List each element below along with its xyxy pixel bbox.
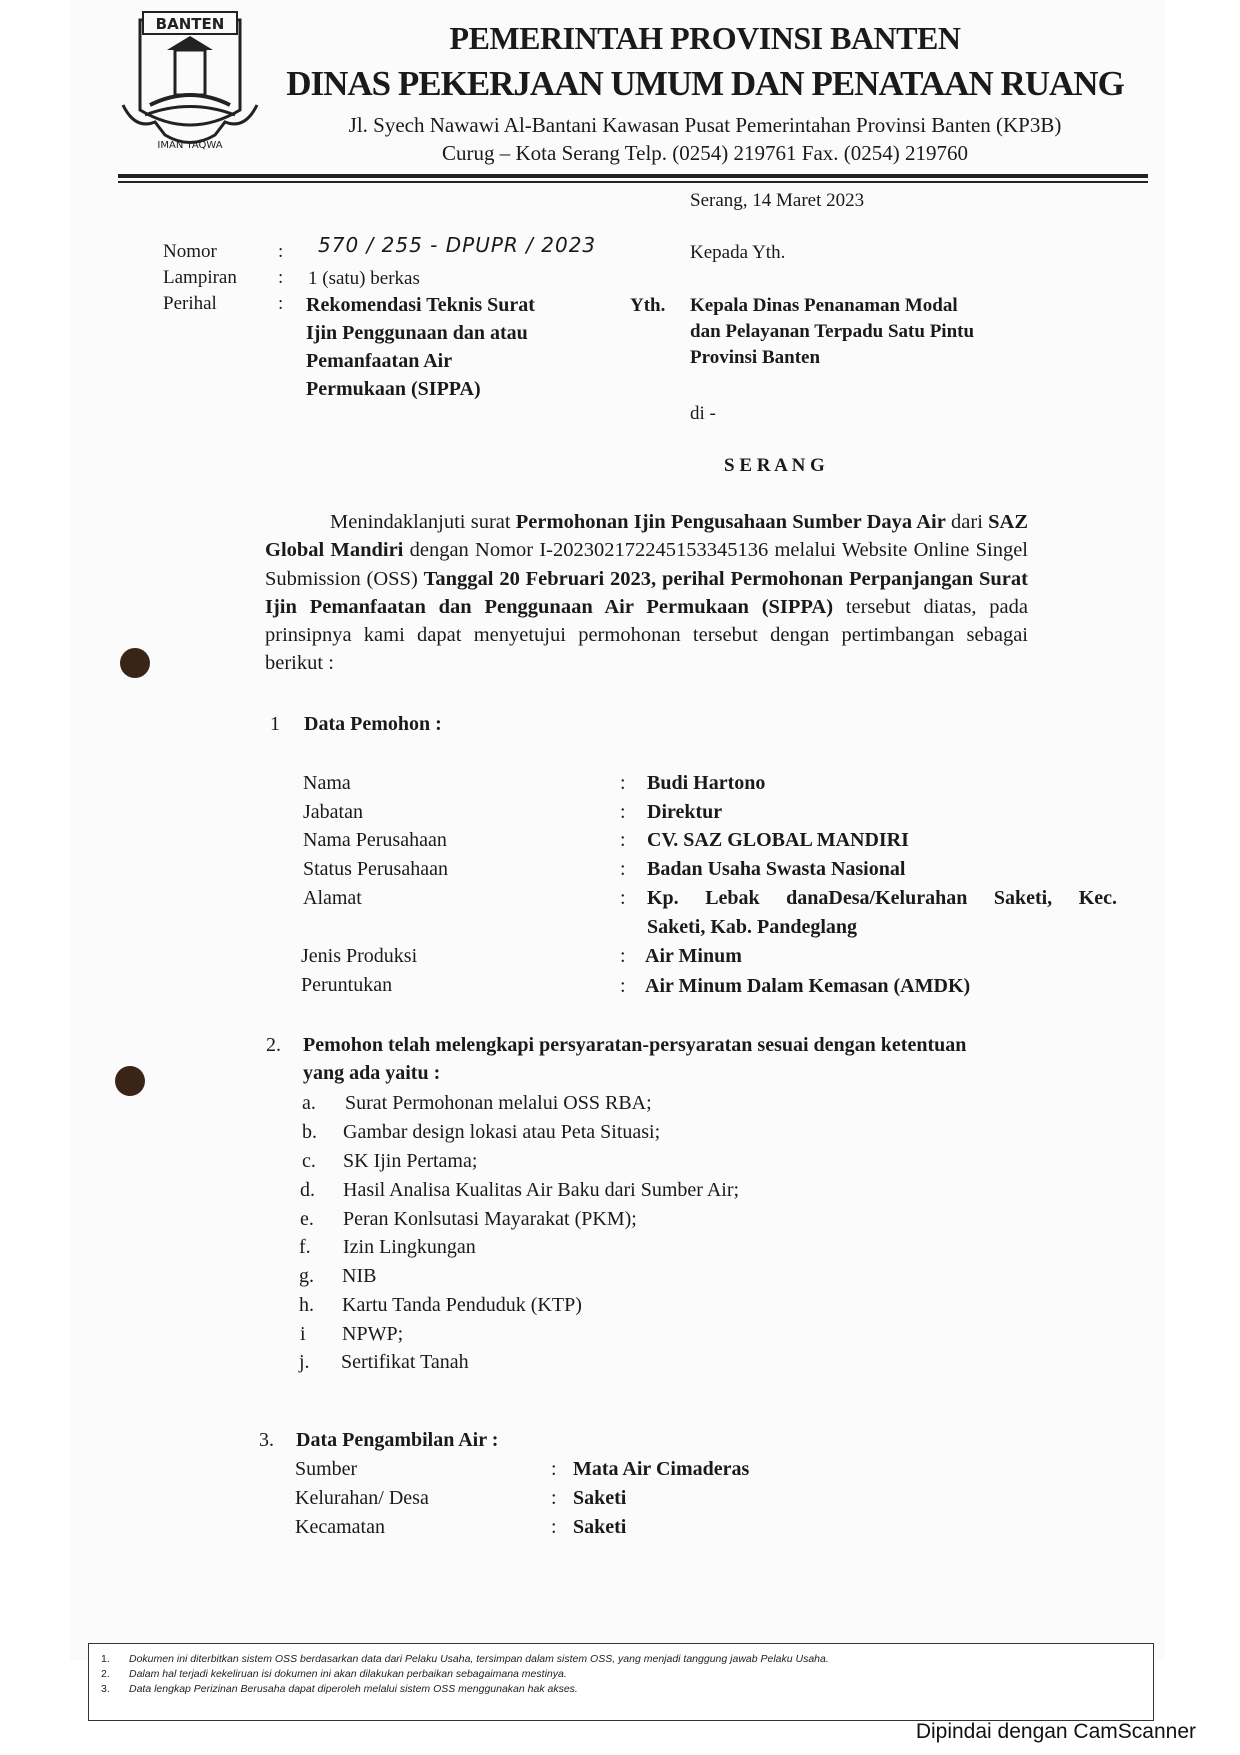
perihal-line: Pemanfaatan Air [306, 350, 453, 372]
paragraph-text: Menindaklanjuti surat [330, 511, 516, 533]
field-value: Badan Usaha Swasta Nasional [647, 858, 906, 880]
field-label: Jenis Produksi [301, 945, 418, 967]
field-value: Air Minum Dalam Kemasan (AMDK) [645, 975, 971, 997]
lampiran-value: 1 (satu) berkas [308, 268, 420, 289]
section2-title: yang ada yaitu : [303, 1062, 441, 1084]
field-value: Saketi [573, 1487, 627, 1509]
document-page [70, 0, 1165, 1660]
binder-hole [115, 1066, 145, 1096]
colon: : [620, 945, 626, 967]
nomor-value-handwritten: 570 / 255 - DPUPR / 2023 [318, 233, 597, 257]
recipient-line: Kepala Dinas Penanaman Modal [690, 295, 958, 316]
header-divider-thick [118, 174, 1148, 178]
field-label: Sumber [295, 1458, 358, 1480]
note-number: 1. [101, 1653, 110, 1665]
field-value-continued: Saketi, Kab. Pandeglang [647, 916, 858, 938]
field-value: Direktur [647, 801, 723, 823]
note-text: Data lengkap Perizinan Berusaha dapat diperoleh melalui sistem OSS menggunakan hak akses. [129, 1683, 578, 1695]
note-number: 2. [101, 1668, 110, 1680]
paragraph-text: dari [945, 511, 989, 533]
list-item: NPWP; [342, 1323, 404, 1345]
kepada-yth: Kepada Yth. [690, 242, 786, 263]
colon: : [620, 829, 626, 851]
header-divider-thin [118, 181, 1148, 183]
section3-number: 3. [259, 1429, 274, 1451]
colon: : [620, 887, 626, 909]
paragraph-text: dengan Nomor I-202302172245153345136 melalui Website Online Singel Submission (OSS) [265, 539, 1028, 590]
recipient-line: dan Pelayanan Terpadu Satu Pintu [690, 321, 975, 342]
footer-note [101, 1653, 829, 1665]
colon: : [551, 1458, 557, 1480]
field-value: CV. SAZ GLOBAL MANDIRI [647, 829, 909, 851]
list-letter: h. [299, 1294, 314, 1316]
colon: : [620, 975, 626, 997]
list-item: NIB [342, 1265, 377, 1287]
footer-note [101, 1668, 567, 1680]
list-item: Izin Lingkungan [343, 1236, 476, 1258]
section1-number: 1 [270, 713, 280, 735]
perihal-line: Rekomendasi Teknis Surat [306, 294, 535, 316]
header-agency-title: DINAS PEKERJAAN UMUM DAN PENATAAN RUANG [286, 64, 1124, 103]
colon: : [620, 858, 626, 880]
list-letter: f. [299, 1236, 311, 1258]
field-label: Status Perusahaan [303, 858, 448, 880]
list-letter: g. [299, 1265, 314, 1287]
note-text: Dalam hal terjadi kekeliruan isi dokumen ini akan dilakukan perbaikan sebagaimana mestinya. [129, 1668, 567, 1680]
colon: : [551, 1516, 557, 1538]
list-item: Sertifikat Tanah [341, 1351, 469, 1373]
field-value: Kp. Lebak danaDesa/Kelurahan Saketi, Kec. [647, 887, 1117, 909]
list-letter: i [300, 1323, 306, 1345]
list-item: Kartu Tanda Penduduk (KTP) [342, 1294, 582, 1316]
svg-text:BANTEN: BANTEN [155, 15, 225, 33]
paragraph-bold-text: Permohonan Ijin Pengusahaan Sumber Daya Air [515, 511, 946, 533]
list-letter: e. [300, 1208, 314, 1230]
header-government-title: PEMERINTAH PROVINSI BANTEN [449, 20, 961, 56]
perihal-line: Permukaan (SIPPA) [306, 378, 481, 400]
recipient-di: di - [690, 403, 716, 424]
field-value: Budi Hartono [647, 772, 766, 794]
colon: : [278, 267, 284, 288]
colon: : [551, 1487, 557, 1509]
list-item: SK Ijin Pertama; [343, 1150, 478, 1172]
colon: : [278, 241, 284, 262]
field-label: Nama [303, 772, 351, 794]
paragraph-bold-text: SAZ Global Mandiri [265, 511, 1029, 562]
colon: : [620, 772, 626, 794]
field-value: Saketi [573, 1516, 627, 1538]
list-item: Surat Permohonan melalui OSS RBA; [345, 1092, 652, 1114]
binder-hole [120, 648, 150, 678]
field-value: Air Minum [645, 945, 742, 967]
footer-notes-box [88, 1643, 1154, 1721]
field-label: Kecamatan [295, 1516, 385, 1538]
field-label: Nama Perusahaan [303, 829, 447, 851]
list-letter: j. [299, 1351, 310, 1373]
field-label: Peruntukan [301, 974, 393, 996]
perihal-label: Perihal [163, 293, 217, 314]
letter-date: Serang, 14 Maret 2023 [690, 190, 865, 211]
footer-note [101, 1683, 578, 1695]
field-label: Jabatan [303, 801, 363, 823]
recipient-city: S E R A N G [724, 455, 825, 476]
list-letter: c. [302, 1150, 316, 1172]
field-label: Kelurahan/ Desa [295, 1487, 429, 1509]
nomor-label: Nomor [163, 241, 217, 262]
opening-paragraph [265, 508, 1028, 678]
section3-title: Data Pengambilan Air : [296, 1429, 499, 1451]
section1-title: Data Pemohon : [304, 713, 442, 735]
field-label: Alamat [303, 887, 362, 909]
recipient-line: Provinsi Banten [690, 347, 821, 368]
camscanner-watermark: Dipindai dengan CamScanner [915, 1720, 1196, 1743]
perihal-line: Ijin Penggunaan dan atau [306, 322, 528, 344]
svg-text:IMAN TAQWA: IMAN TAQWA [157, 140, 223, 151]
colon: : [620, 801, 626, 823]
list-letter: a. [302, 1092, 316, 1114]
list-letter: b. [302, 1121, 317, 1143]
note-text: Dokumen ini diterbitkan sistem OSS berdasarkan data dari Pelaku Usaha, tersimpan dalam sistem OSS, yang menjadi tanggung jawab Pelaku Usaha. [129, 1653, 829, 1665]
paragraph-text: tersebut diatas, pada prinsipnya kami dapat menyetujui permohonan tersebut dengan pertimbangan sebagai berikut : [265, 595, 1028, 675]
section2-number: 2. [266, 1034, 281, 1056]
field-value: Mata Air Cimaderas [573, 1458, 750, 1480]
list-item: Hasil Analisa Kualitas Air Baku dari Sumber Air; [343, 1179, 740, 1201]
list-item: Peran Konlsutasi Mayarakat (PKM); [343, 1208, 637, 1230]
section2-title: Pemohon telah melengkapi persyaratan-persyaratan sesuai dengan ketentuan [303, 1034, 967, 1056]
banten-emblem-logo [115, 10, 265, 160]
colon: : [278, 293, 284, 314]
list-item: Gambar design lokasi atau Peta Situasi; [343, 1121, 661, 1143]
header-address: Jl. Syech Nawawi Al-Bantani Kawasan Pusat Pemerintahan Provinsi Banten (KP3B) [348, 113, 1062, 137]
header-contact: Curug – Kota Serang Telp. (0254) 219761 Fax. (0254) 219760 [442, 141, 968, 165]
yth-label: Yth. [630, 295, 666, 316]
lampiran-label: Lampiran [163, 267, 237, 288]
paragraph-bold-text: Tanggal 20 Februari 2023, perihal Permohonan Perpanjangan Surat Ijin Pemanfaatan dan Penggunaan Air Permukaan (SIPPA) [265, 567, 1028, 618]
note-number: 3. [101, 1683, 110, 1695]
list-letter: d. [300, 1179, 315, 1201]
